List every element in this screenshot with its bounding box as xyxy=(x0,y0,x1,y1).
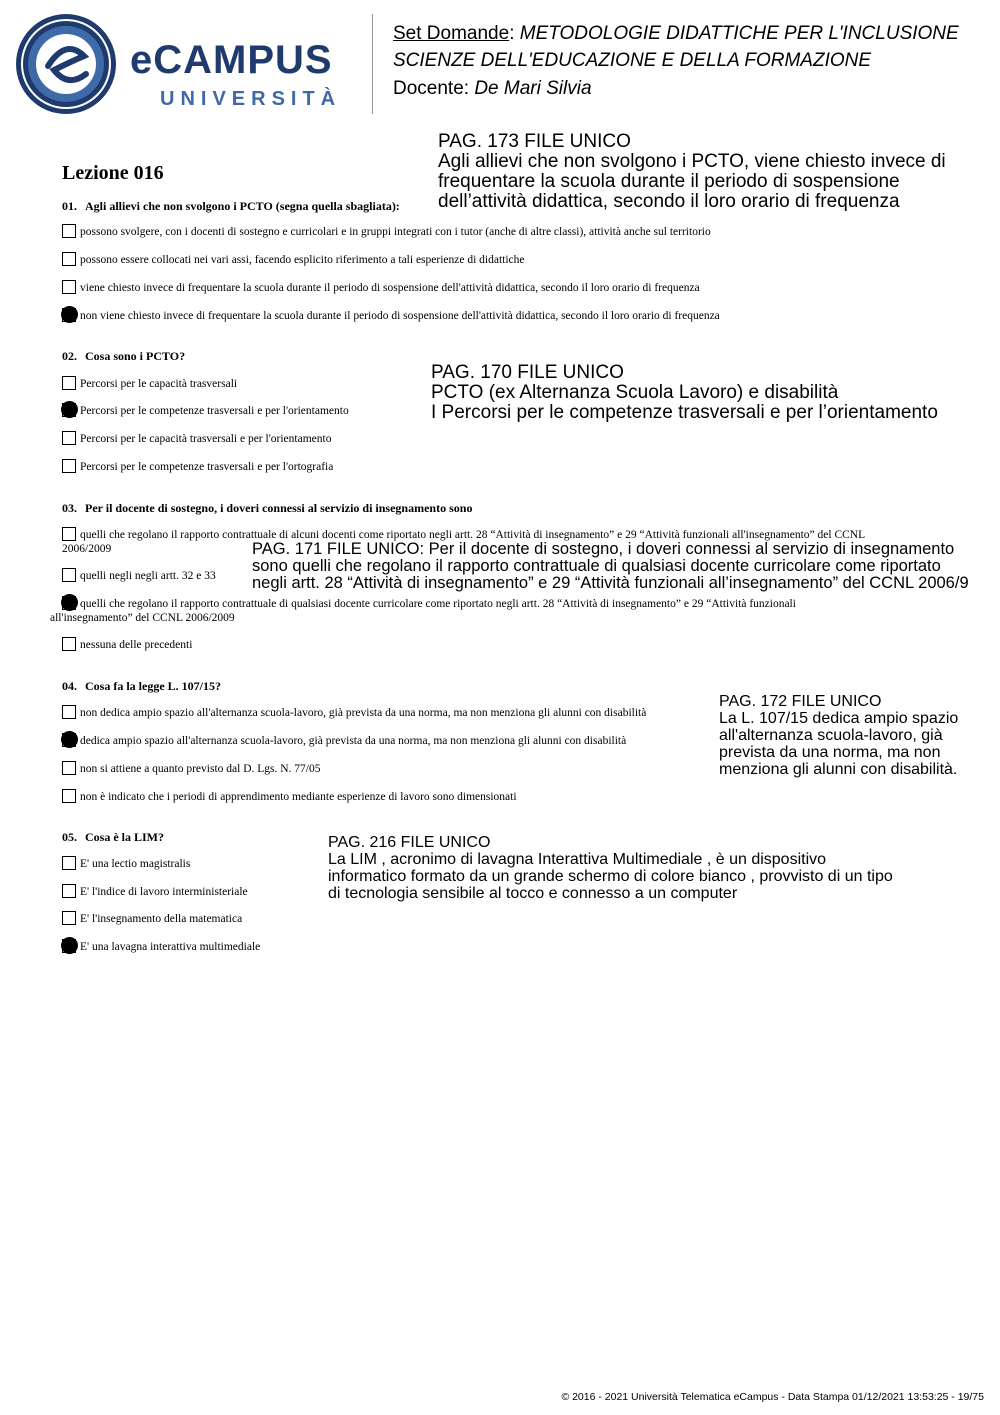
answer-option[interactable]: non è indicato che i periodi di apprendimento mediante esperienze di lavoro sono dimensionati xyxy=(62,789,517,805)
answer-option[interactable]: possono essere collocati nei vari assi, facendo esplicito riferimento a tali esperienze di didattiche xyxy=(62,252,525,268)
checkbox-checked[interactable] xyxy=(62,596,76,610)
ecampus-seal-logo xyxy=(14,12,118,116)
answer-option[interactable]: Percorsi per le competenze trasversali e per l'ortografia xyxy=(62,459,333,475)
lesson-title: Lezione 016 xyxy=(62,162,164,184)
filled-dot-mark xyxy=(61,401,78,418)
annotation-note: PAG. 172 FILE UNICO La L. 107/15 dedica ampio spazio all'alternanza scuola-lavoro, già prevista da una norma, ma non menziona gli alunni con disabilità. xyxy=(719,693,959,778)
answer-option[interactable]: quelli che regolano il rapporto contrattuale di alcuni docenti come riportato negli artt. 28 “Attività di insegnamento” e 29 “Attività funzionali all'insegnamento” del CCNL xyxy=(62,527,865,543)
checkbox[interactable] xyxy=(62,637,76,651)
checkbox[interactable] xyxy=(62,761,76,775)
annotation-note: PAG. 216 FILE UNICO La LIM , acronimo di lavagna Interattiva Multimediale , è un dispositivo informatico formato da un grande schermo di colore bianco , provvisto di un tipo di tecnologia sensibile al tocco e connesso a un computer xyxy=(328,834,893,902)
checkbox-checked[interactable] xyxy=(62,939,76,953)
checkbox[interactable] xyxy=(62,459,76,473)
checkbox[interactable] xyxy=(62,376,76,390)
answer-option-selected[interactable]: non viene chiesto invece di frequentare la scuola durante il periodo di sospensione dell'attività didattica, secondo il loro orario di frequenza xyxy=(62,308,720,324)
set-domande-line: Set Domande: METODOLOGIE DIDATTICHE PER L'INCLUSIONE xyxy=(393,23,959,44)
annotation-note: PAG. 171 FILE UNICO: Per il docente di sostegno, i doveri connessi al servizio di insegnamento sono quelli che regolano il rapporto contrattuale di qualsiasi docente curricolare come riportato negli artt. 28 “Attività di insegnamento” e 29 “Attività funzionali all’insegnamento” del CCNL 2006/9 xyxy=(252,540,969,592)
answer-option[interactable]: non si attiene a quanto previsto dal D. Lgs. N. 77/05 xyxy=(62,761,321,777)
question-title: 01. Agli allievi che non svolgono i PCTO (segna quella sbagliata): xyxy=(62,199,400,213)
checkbox[interactable] xyxy=(62,224,76,238)
answer-option[interactable]: Percorsi per le capacità trasversali e per l'orientamento xyxy=(62,431,331,447)
checkbox[interactable] xyxy=(62,431,76,445)
answer-option-selected[interactable]: dedica ampio spazio all'alternanza scuola-lavoro, già prevista da una norma, ma non menziona gli alunni con disabilità xyxy=(62,733,626,749)
question-title: 02. Cosa sono i PCTO? xyxy=(62,349,186,363)
annotation-note: PAG. 170 FILE UNICO PCTO (ex Alternanza Scuola Lavoro) e disabilità I Percorsi per le competenze trasversali e per l’orientamento xyxy=(431,362,938,423)
checkbox[interactable] xyxy=(62,252,76,266)
checkbox-checked[interactable] xyxy=(62,308,76,322)
answer-option[interactable]: E' l'insegnamento della matematica xyxy=(62,911,242,927)
answer-option[interactable]: non dedica ampio spazio all'alternanza scuola-lavoro, già prevista da una norma, ma non menziona gli alunni con disabilità xyxy=(62,705,646,721)
header-divider xyxy=(372,14,373,114)
filled-dot-mark xyxy=(61,937,78,954)
set-label: Set Domande xyxy=(393,23,510,44)
course-title: METODOLOGIE DIDATTICHE PER L'INCLUSIONE xyxy=(519,23,959,44)
annotation-note: PAG. 173 FILE UNICO Agli allievi che non svolgono i PCTO, viene chiesto invece di frequentare la scuola durante il periodo di sospensione dell’attività didattica, secondo il loro orario di frequenza xyxy=(438,131,946,212)
answer-option[interactable]: quelli negli negli artt. 32 e 33 xyxy=(62,568,216,584)
answer-option[interactable]: possono svolgere, con i docenti di sostegno e curricolari e in gruppi integrati con i tutor (anche di altre classi), attività anche sul territorio xyxy=(62,224,711,240)
checkbox[interactable] xyxy=(62,705,76,719)
answer-option[interactable]: E' l'indice di lavoro interministeriale xyxy=(62,884,248,900)
teacher-name: De Mari Silvia xyxy=(474,78,592,99)
filled-dot-mark xyxy=(61,306,78,323)
answer-option-continuation: all'insegnamento” del CCNL 2006/2009 xyxy=(50,612,235,624)
question-title: 05. Cosa è la LIM? xyxy=(62,830,164,844)
filled-dot-mark xyxy=(61,594,78,611)
checkbox-checked[interactable] xyxy=(62,733,76,747)
teacher-line: Docente: De Mari Silvia xyxy=(393,78,592,99)
answer-option[interactable]: viene chiesto invece di frequentare la scuola durante il periodo di sospensione dell'attività didattica, secondo il loro orario di frequenza xyxy=(62,280,700,296)
answer-option-continuation: 2006/2009 xyxy=(62,543,112,555)
degree-title: SCIENZE DELL'EDUCAZIONE E DELLA FORMAZIONE xyxy=(393,50,872,71)
checkbox[interactable] xyxy=(62,789,76,803)
question-title: 04. Cosa fa la legge L. 107/15? xyxy=(62,679,221,693)
checkbox-checked[interactable] xyxy=(62,403,76,417)
answer-option[interactable]: nessuna delle precedenti xyxy=(62,637,192,653)
ecampus-wordmark: eCAMPUS xyxy=(130,38,333,82)
checkbox[interactable] xyxy=(62,884,76,898)
answer-option-selected[interactable]: quelli che regolano il rapporto contrattuale di qualsiasi docente curricolare come riportato negli artt. 28 “Attività di insegnamento” e 29 “Attività funzionali xyxy=(62,596,796,612)
answer-option[interactable]: E' una lectio magistralis xyxy=(62,856,190,872)
universita-wordmark: UNIVERSITÀ xyxy=(160,88,342,110)
page-footer: © 2016 - 2021 Università Telematica eCampus - Data Stampa 01/12/2021 13:53:25 - 19/75 xyxy=(561,1391,984,1403)
answer-option-selected[interactable]: Percorsi per le competenze trasversali e per l'orientamento xyxy=(62,403,349,419)
checkbox[interactable] xyxy=(62,911,76,925)
answer-option-selected[interactable]: E' una lavagna interattiva multimediale xyxy=(62,939,260,955)
answer-option[interactable]: Percorsi per le capacità trasversali xyxy=(62,376,237,392)
checkbox[interactable] xyxy=(62,568,76,582)
checkbox[interactable] xyxy=(62,280,76,294)
filled-dot-mark xyxy=(61,731,78,748)
checkbox[interactable] xyxy=(62,856,76,870)
question-title: 03. Per il docente di sostegno, i doveri connessi al servizio di insegnamento sono xyxy=(62,501,473,515)
checkbox[interactable] xyxy=(62,527,76,541)
